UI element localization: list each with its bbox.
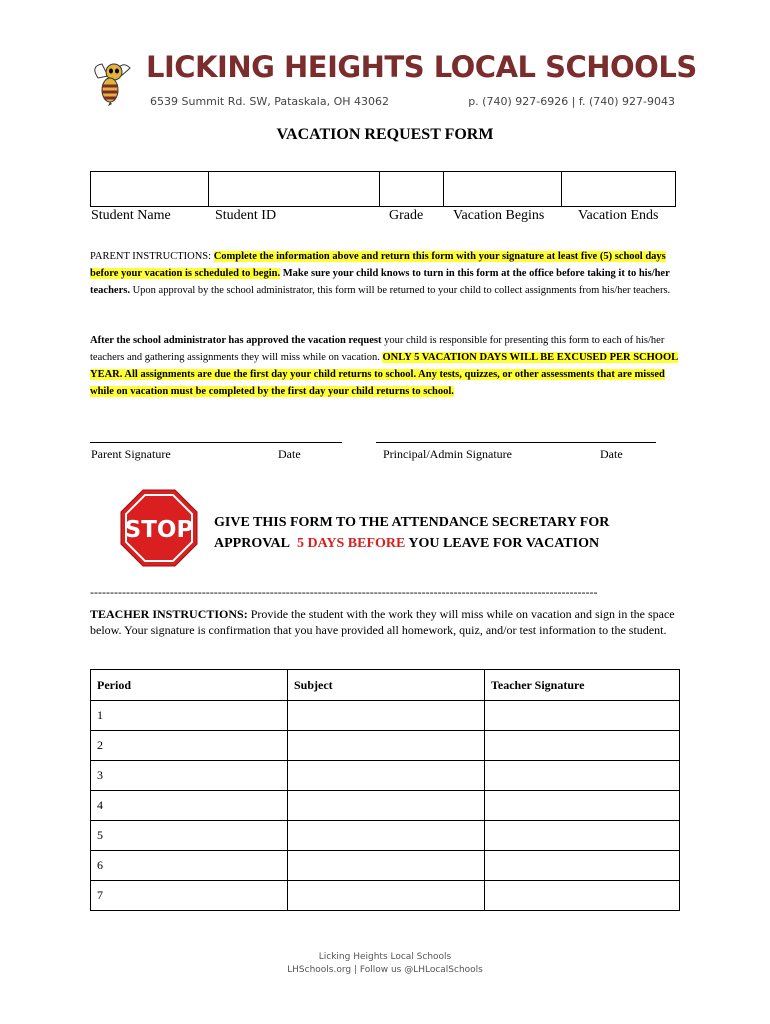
table-row bbox=[91, 761, 680, 791]
form-title: VACATION REQUEST FORM bbox=[276, 126, 494, 143]
subject-cell[interactable] bbox=[288, 791, 485, 821]
school-phone-fax: p. (740) 927-6926 | f. (740) 927-9043 bbox=[468, 95, 675, 108]
student-info-table bbox=[90, 171, 676, 207]
parent-instructions bbox=[90, 248, 682, 299]
cut-separator: ------------------------------------------------------------------------------------------------------------------------------- bbox=[90, 585, 598, 599]
period-header: Period bbox=[91, 670, 288, 701]
student-id-label: Student ID bbox=[215, 208, 277, 223]
grade-label: Grade bbox=[389, 208, 424, 223]
approval-highlight: ONLY 5 VACATION DAYS WILL BE EXCUSED PER SCHOOL YEAR. All assignments are due the first day your child returns to school. Any tests, quizzes, or other assessments that are missed while on vacation must be completed by the first day your child returns to school. bbox=[90, 352, 679, 397]
period-cell: 7 bbox=[91, 881, 288, 911]
table-header-row bbox=[91, 670, 680, 701]
stop-sign-icon bbox=[119, 488, 199, 568]
vacation-begins-field[interactable] bbox=[444, 172, 562, 207]
school-address: 6539 Summit Rd. SW, Pataskala, OH 43062 bbox=[150, 95, 390, 108]
stop-sign-text: STOP bbox=[124, 517, 194, 543]
teacher-signature-cell[interactable] bbox=[485, 821, 680, 851]
subject-header: Subject bbox=[288, 670, 485, 701]
give-form-days-before: 5 DAYS BEFORE bbox=[296, 536, 406, 551]
parent-signature-line[interactable] bbox=[90, 442, 342, 443]
hornet-mascot-icon bbox=[88, 58, 136, 106]
give-form-approval: APPROVAL bbox=[214, 536, 290, 551]
parent-date-label: Date bbox=[278, 447, 301, 461]
teacher-instructions bbox=[90, 606, 680, 638]
parent-instructions-bold: Make sure your child knows to turn in this form at the office before taking it to his/her teachers. bbox=[90, 268, 670, 296]
parent-instructions-lead: PARENT INSTRUCTIONS: bbox=[90, 251, 212, 262]
principal-signature-label: Principal/Admin Signature bbox=[383, 447, 512, 461]
period-cell: 3 bbox=[91, 761, 288, 791]
teacher-signature-header: Teacher Signature bbox=[485, 670, 680, 701]
principal-date-label: Date bbox=[600, 447, 623, 461]
give-form-notice bbox=[214, 512, 609, 554]
table-row bbox=[91, 791, 680, 821]
teacher-signature-cell[interactable] bbox=[485, 851, 680, 881]
parent-instructions-text: Upon approval by the school administrator, this form will be returned to your child to collect assignments from his/her teachers. bbox=[132, 285, 671, 296]
table-row bbox=[91, 851, 680, 881]
subject-cell[interactable] bbox=[288, 701, 485, 731]
student-name-field[interactable] bbox=[91, 172, 209, 207]
vacation-ends-label: Vacation Ends bbox=[578, 208, 659, 223]
teacher-signature-cell[interactable] bbox=[485, 881, 680, 911]
teacher-instructions-lead: TEACHER INSTRUCTIONS: bbox=[90, 607, 248, 621]
school-name: LICKING HEIGHTS LOCAL SCHOOLS bbox=[146, 50, 697, 84]
period-cell: 5 bbox=[91, 821, 288, 851]
teacher-signoff-table bbox=[90, 669, 680, 911]
table-row bbox=[91, 701, 680, 731]
subject-cell[interactable] bbox=[288, 821, 485, 851]
vacation-ends-field[interactable] bbox=[562, 172, 676, 207]
vacation-begins-label: Vacation Begins bbox=[453, 208, 545, 223]
student-name-label: Student Name bbox=[91, 208, 171, 223]
give-form-line2 bbox=[214, 533, 609, 554]
parent-instructions-highlight: Complete the information above and return this form with your signature at least five (5) school days before your vacation is scheduled to begin. bbox=[90, 251, 666, 279]
page-footer bbox=[0, 951, 770, 977]
parent-signature-label: Parent Signature bbox=[91, 447, 171, 461]
period-cell: 4 bbox=[91, 791, 288, 821]
teacher-signature-cell[interactable] bbox=[485, 701, 680, 731]
approval-lead: After the school administrator has approved the vacation request bbox=[90, 335, 382, 346]
approval-text: your child is responsible for presenting this form to each of his/her teachers and gathering assignments they will miss while on vacation. bbox=[90, 335, 665, 363]
table-row bbox=[91, 731, 680, 761]
principal-signature-line[interactable] bbox=[376, 442, 656, 443]
subject-cell[interactable] bbox=[288, 761, 485, 791]
footer-school-name: Licking Heights Local Schools bbox=[318, 952, 452, 962]
period-cell: 6 bbox=[91, 851, 288, 881]
approval-paragraph bbox=[90, 332, 682, 400]
teacher-signature-cell[interactable] bbox=[485, 761, 680, 791]
footer-links: LHSchools.org | Follow us @LHLocalSchools bbox=[287, 965, 483, 975]
table-row bbox=[91, 821, 680, 851]
subject-cell[interactable] bbox=[288, 881, 485, 911]
teacher-instructions-text: Provide the student with the work they will miss while on vacation and sign in the space below. Your signature is confirmation that you have provided all homework, quiz, and/or test information to the student. bbox=[90, 607, 675, 637]
period-cell: 1 bbox=[91, 701, 288, 731]
subject-cell[interactable] bbox=[288, 851, 485, 881]
period-cell: 2 bbox=[91, 731, 288, 761]
give-form-leave: YOU LEAVE FOR VACATION bbox=[408, 536, 600, 551]
teacher-signature-cell[interactable] bbox=[485, 731, 680, 761]
teacher-signature-cell[interactable] bbox=[485, 791, 680, 821]
give-form-line1: GIVE THIS FORM TO THE ATTENDANCE SECRETARY FOR bbox=[214, 515, 610, 530]
subject-cell[interactable] bbox=[288, 731, 485, 761]
grade-field[interactable] bbox=[380, 172, 444, 207]
student-id-field[interactable] bbox=[209, 172, 380, 207]
table-row bbox=[91, 881, 680, 911]
